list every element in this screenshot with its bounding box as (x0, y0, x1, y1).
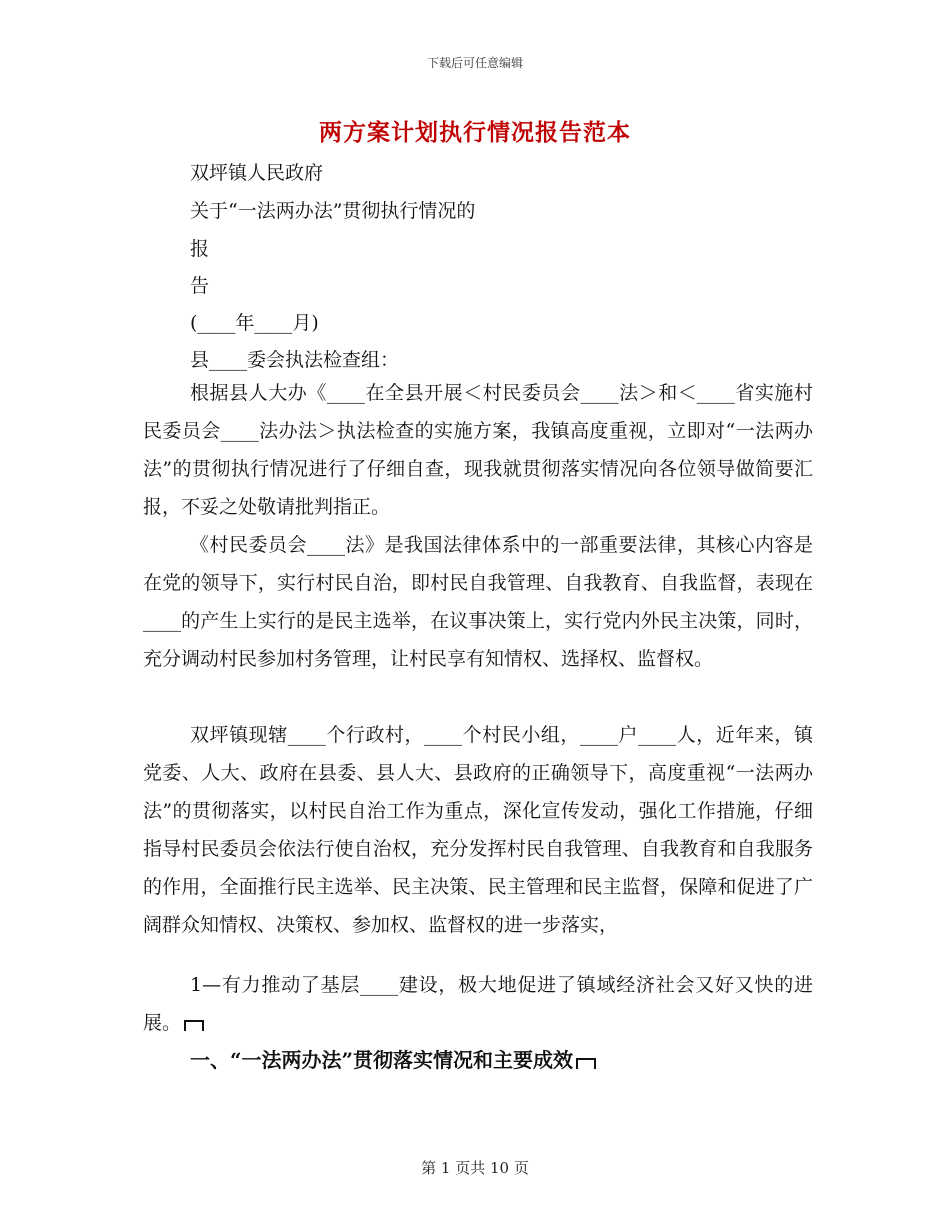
subject-gao: 告 (190, 275, 210, 297)
header-note: 下载后可任意编辑 (426, 56, 523, 70)
page-footer: 第 1 页共 10 页 (421, 1159, 529, 1177)
paragraph-result (143, 966, 813, 1042)
date-line: (____年____月) (190, 312, 319, 334)
paragraph-intro: 根据县人大办《____在全县开展＜村民委员会____法＞和＜____省实施村民委员会____法办法＞执法检查的实施方案，我镇高度重视，立即对“一法两办法”的贯彻执行情况进行了仔细自查，现我就贯彻落实情况向各位领导做简要汇报，不妥之处敬请批判指正。 (143, 382, 813, 518)
section-heading-text: 一、“一法两办法”贯彻落实情况和主要成效 (190, 1048, 574, 1072)
recipient-line: 县____委会执法检查组： (190, 349, 400, 371)
section-heading (190, 1044, 596, 1073)
bracket-mark-icon (184, 1020, 204, 1031)
subject-bao: 报 (190, 238, 210, 260)
paragraph-law: 《村民委员会____法》是我国法律体系中的一部重要法律，其核心内容是在党的领导下，实行村民自治，即村民自我管理、自我教育、自我监督，表现在____的产生上实行的是民主选举，在议事决策上，实行党内外民主决策，同时，充分调动村民参加村务管理，让村民享有知情权、选择权、监督权。 (143, 534, 813, 670)
bracket-mark-icon (576, 1058, 596, 1069)
paragraph-result-text: 1—有力推动了基层____建设，极大地促进了镇域经济社会又好又快的进展。 (143, 974, 813, 1034)
paragraph-town: 双坪镇现辖____个行政村，____个村民小组，____户____人，近年来，镇党委、人大、政府在县委、县人大、县政府的正确领导下，高度重视“一法两办法”的贯彻落实，以村民自治工作为重点，深化宣传发动，强化工作措施，仔细指导村民委员会依法行使自治权，充分发挥村民自我管理、自我教育和自我服务的作用，全面推行民主选举、民主决策、民主管理和民主监督，保障和促进了广阔群众知情权、决策权、参加权、监督权的进一步落实， (143, 724, 813, 936)
subject-line: 关于“一法两办法”贯彻执行情况的 (190, 200, 476, 222)
sender-line: 双坪镇人民政府 (190, 162, 324, 184)
document-title: 两方案计划执行情况报告范本 (319, 119, 631, 146)
